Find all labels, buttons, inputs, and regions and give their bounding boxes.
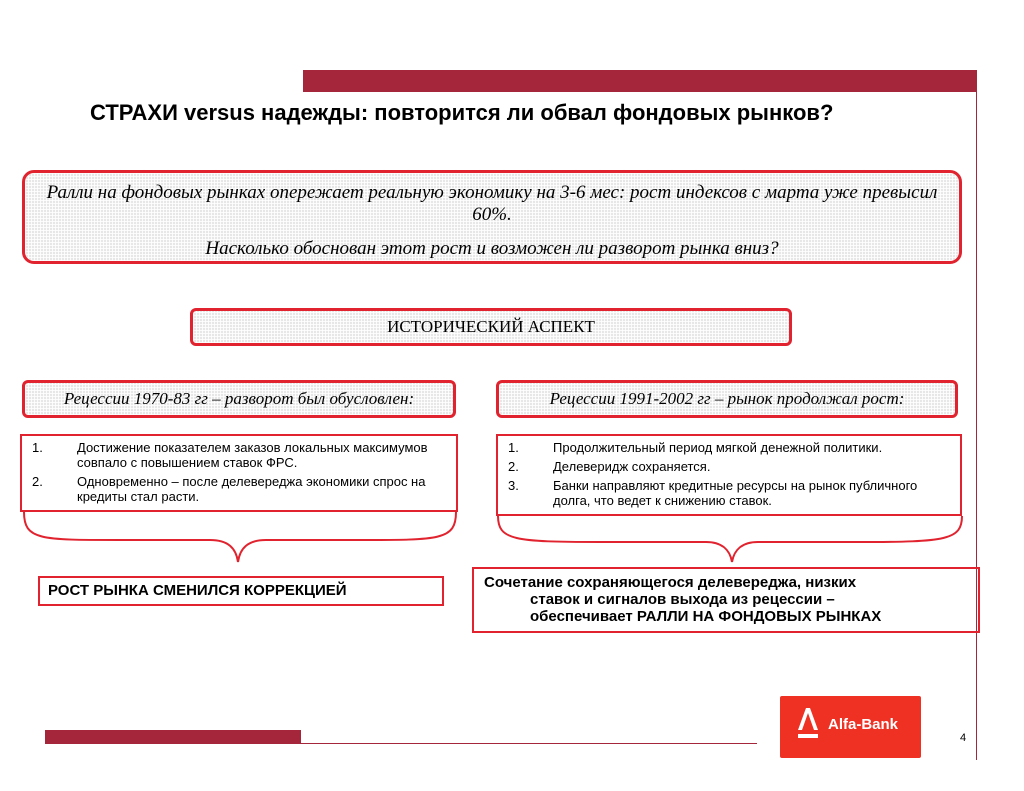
right-conclusion-line-2: ставок и сигналов выхода из рецессии – — [530, 591, 835, 608]
logo-text: Alfa-Bank — [828, 716, 899, 733]
left-brace — [24, 512, 456, 562]
item-text: Одновременно – после делевереджа экономики спрос на кредиты стал расти. — [77, 474, 426, 504]
left-conclusion: РОСТ РЫНКА СМЕНИЛСЯ КОРРЕКЦИЕЙ — [38, 576, 444, 606]
bottom-divider-line — [45, 743, 757, 744]
item-number: 1. — [32, 440, 43, 455]
item-number: 2. — [32, 474, 43, 489]
item-text: Делеверидж сохраняется. — [553, 459, 711, 474]
left-heading: Рецессии 1970-83 гг – разворот был обусловлен: — [22, 380, 456, 418]
slide-title: СТРАХИ versus надежды: повторится ли обвал фондовых рынков? — [90, 100, 834, 125]
banner-line-1: Ралли на фондовых рынках опережает реальную экономику на 3-6 мес: рост индексов с марта уже превысил 60%. — [46, 182, 938, 225]
item-text: Продолжительный период мягкой денежной политики. — [553, 440, 883, 455]
right-conclusion-line-1: Сочетание сохраняющегося делевереджа, низких — [484, 574, 857, 591]
item-text: Банки направляют кредитные ресурсы на рынок публичного долга, что ведет к снижению ставок. — [553, 478, 918, 508]
right-conclusion-line-3: обеспечивает РАЛЛИ НА ФОНДОВЫХ РЫНКАХ — [530, 608, 882, 625]
page-number: 4 — [960, 732, 967, 744]
right-conclusion — [472, 567, 980, 633]
item-number: 2. — [508, 459, 519, 474]
item-number: 3. — [508, 478, 519, 493]
right-heading: Рецессии 1991-2002 гг – рынок продолжал рост: — [496, 380, 958, 418]
right-brace — [498, 516, 962, 562]
item-text: Достижение показателем заказов локальных максимумов совпало с повышением ставок ФРС. — [77, 440, 428, 470]
section-heading: ИСТОРИЧЕСКИЙ АСПЕКТ — [190, 308, 792, 346]
item-number: 1. — [508, 440, 519, 455]
bottom-accent-bar — [45, 730, 301, 744]
banner-line-2: Насколько обоснован этот рост и возможен ли разворот рынка вниз? — [205, 238, 779, 259]
alfa-a-icon — [788, 696, 828, 758]
